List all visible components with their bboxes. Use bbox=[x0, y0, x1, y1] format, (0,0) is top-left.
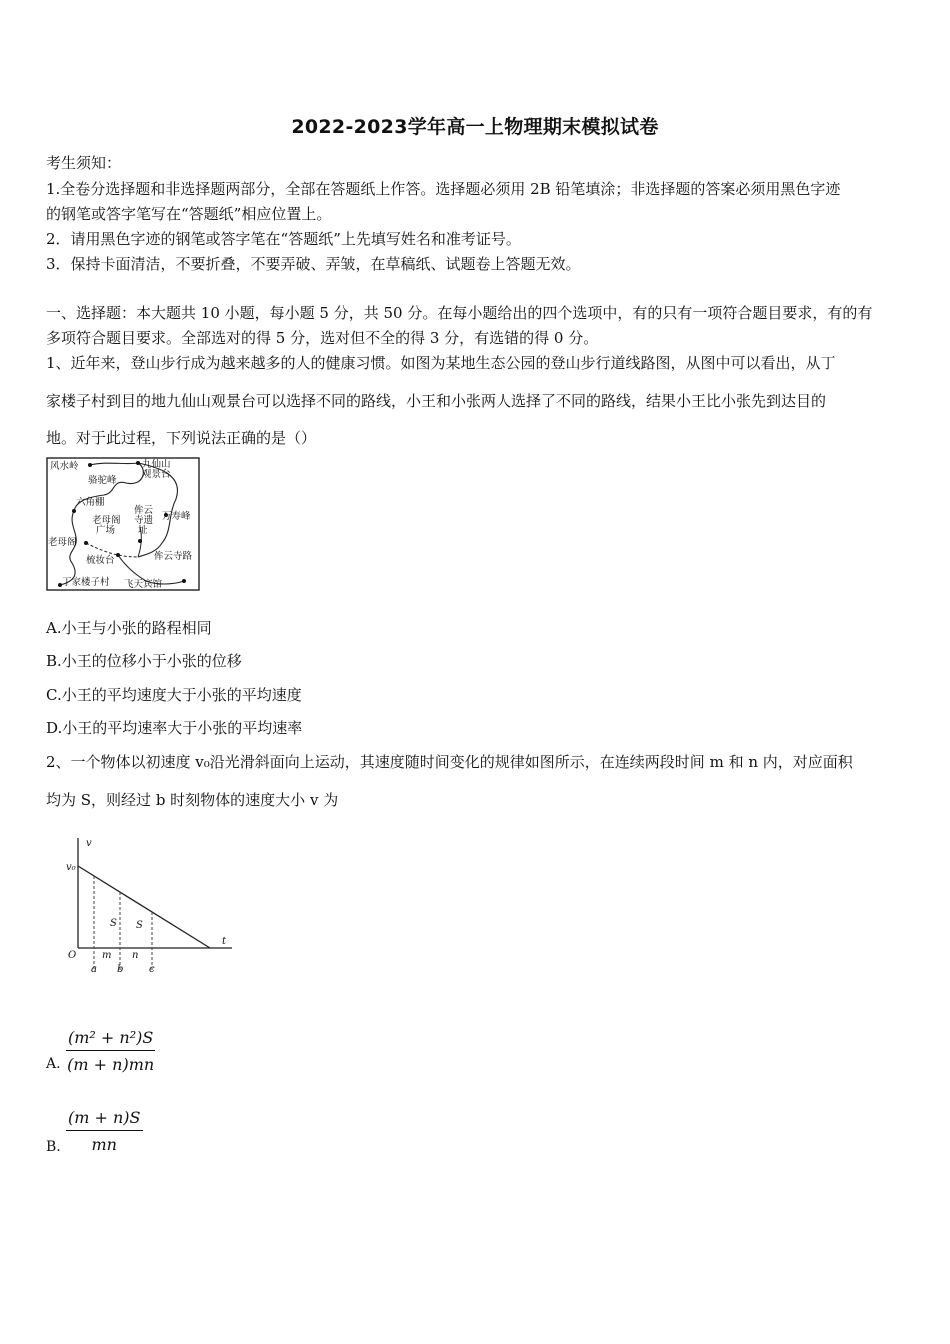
section-instructions-a: 一、选择题：本大题共 10 小题，每小题 5 分，共 50 分。在每小题给出的四个选项中，有的只有一项符合题目要求，有的有 bbox=[46, 304, 873, 322]
question-1-text-a: 1、近年来，登山步行成为越来越多的人的健康习惯。如图为某地生态公园的登山步行道线路图，从图中可以看出，从丁 bbox=[46, 354, 836, 372]
time-label-b: b bbox=[117, 964, 124, 975]
map-label-zuoyun-2: 寺遗 bbox=[134, 515, 154, 526]
q2-option-a-fraction bbox=[66, 1028, 155, 1074]
section-instructions-b: 多项符合题目要求。全部选对的得 5 分，选对但不全的得 3 分，有选错的得 0 分。 bbox=[46, 329, 599, 347]
map-point-laomuge bbox=[84, 541, 88, 545]
map-label-jiuxianshan: 九仙山 bbox=[142, 459, 171, 470]
map-label-liujiaopeng: 六角棚 bbox=[76, 497, 105, 508]
map-point-shuzhuangtai bbox=[116, 553, 120, 557]
v-axis-label: v bbox=[86, 838, 92, 849]
q2-option-a-denominator: (m + n)mn bbox=[67, 1055, 155, 1074]
interval-label-n: n bbox=[132, 950, 139, 961]
q1-option-d: D.小王的平均速率大于小张的平均速率 bbox=[46, 719, 303, 737]
notice-line-2: 2．请用黑色字迹的钢笔或答字笔在“答题纸”上先填写姓名和准考证号。 bbox=[46, 230, 521, 248]
q2-option-b-numerator: (m + n)S bbox=[66, 1108, 143, 1131]
map-label-zuoyun-1: 侔云 bbox=[134, 505, 154, 516]
map-label-luotuofeng: 骆驼峰 bbox=[88, 475, 117, 486]
origin-label: O bbox=[68, 950, 77, 961]
trail-map bbox=[46, 457, 200, 591]
map-label-wanshoufeng: 万寿峰 bbox=[162, 511, 191, 522]
map-label-zuoyun-3: 址 bbox=[138, 525, 148, 536]
map-point-jiuxianshan bbox=[136, 461, 140, 465]
notice-line-1a: 1.全卷分选择题和非选择题两部分，全部在答题纸上作答。选择题必须用 2B 铅笔填涂；非选择题的答案必须用黑色字迹 bbox=[46, 180, 841, 198]
trail-ridge bbox=[90, 463, 138, 465]
area-label-s1: S bbox=[110, 918, 117, 929]
area-label-s2: S bbox=[136, 920, 143, 931]
map-label-feitian: 飞天宾馆 bbox=[124, 579, 163, 590]
map-border bbox=[47, 458, 199, 590]
q1-option-c: C.小王的平均速度大于小张的平均速度 bbox=[46, 686, 302, 704]
q2-option-a-label: A. bbox=[46, 1056, 61, 1072]
q2-option-b-denominator: mn bbox=[91, 1135, 117, 1154]
trail-west bbox=[60, 511, 76, 585]
map-label-shuzhuangtai: 梳妆台 bbox=[86, 555, 115, 566]
time-label-a: a bbox=[91, 964, 97, 975]
question-2-text-a: 2、一个物体以初速度 v₀沿光滑斜面向上运动，其速度随时间变化的规律如图所示，在连续两段时间 m 和 n 内，对应面积 bbox=[46, 753, 853, 771]
map-label-laomuge-square-2: 广场 bbox=[96, 525, 116, 536]
q2-option-b-label: B. bbox=[46, 1139, 61, 1155]
v0-label: v₀ bbox=[66, 862, 76, 873]
velocity-line bbox=[78, 866, 210, 948]
question-2-text-b: 均为 S，则经过 b 时刻物体的速度大小 v 为 bbox=[46, 791, 339, 809]
notice-heading: 考生须知： bbox=[46, 154, 122, 172]
q2-option-a-numerator: (m² + n²)S bbox=[66, 1028, 155, 1051]
notice-line-3: 3．保持卡面清洁，不要折叠，不要弄破、弄皱，在草稿纸、试题卷上答题无效。 bbox=[46, 255, 581, 273]
notice-line-1b: 的钢笔或答字笔写在“答题纸”相应位置上。 bbox=[46, 205, 332, 223]
velocity-time-graph bbox=[64, 832, 240, 978]
time-label-c: c bbox=[149, 964, 155, 975]
map-point-fengshuiling bbox=[88, 463, 92, 467]
map-label-laomuge: 老母阁 bbox=[48, 537, 77, 548]
map-point-feitian bbox=[182, 579, 186, 583]
map-point-zuoyun bbox=[138, 539, 142, 543]
interval-label-m: m bbox=[102, 950, 112, 961]
map-label-fengshuiling: 风水岭 bbox=[50, 461, 79, 472]
q1-option-a: A.小王与小张的路程相同 bbox=[46, 619, 212, 637]
q2-option-b-fraction bbox=[66, 1108, 143, 1154]
map-point-liujiaopeng bbox=[72, 509, 76, 513]
question-1-text-b: 家楼子村到目的地九仙山观景台可以选择不同的路线，小王和小张两人选择了不同的路线，结果小王比小张先到达目的 bbox=[46, 392, 827, 410]
map-label-dingjia: 丁家楼子村 bbox=[62, 577, 110, 588]
question-1-text-c: 地。对于此过程，下列说法正确的是（） bbox=[46, 429, 317, 447]
map-label-laomuge-square-1: 老母阁 bbox=[92, 515, 121, 526]
map-label-guanjingtai: 观景台 bbox=[142, 469, 171, 480]
map-label-zuoyunsilu: 侔云寺路 bbox=[154, 551, 193, 562]
t-axis-label: t bbox=[222, 936, 227, 947]
q1-option-b: B.小王的位移小于小张的位移 bbox=[46, 652, 242, 670]
exam-title: 2022-2023学年高一上物理期末模拟试卷 bbox=[291, 116, 659, 138]
